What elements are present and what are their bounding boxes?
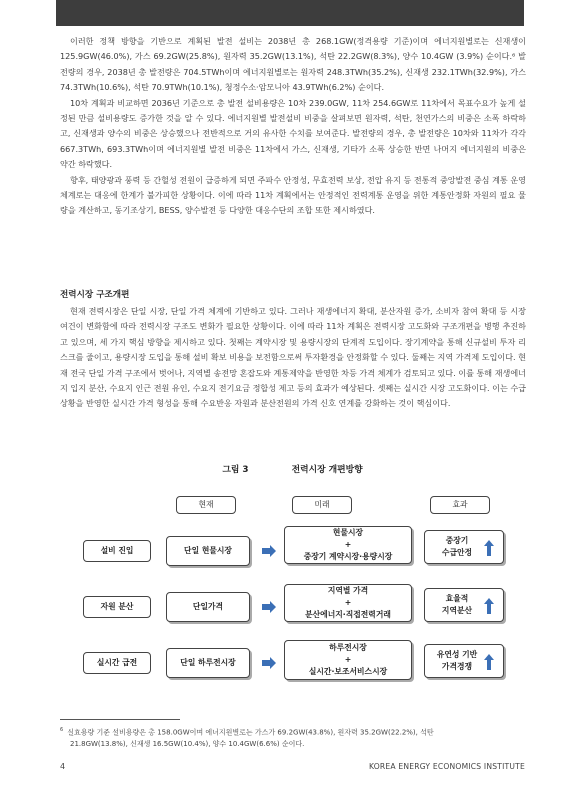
page-number: 4 xyxy=(60,762,66,771)
up-arrow-icon xyxy=(484,540,494,556)
right-arrow-icon xyxy=(262,601,276,613)
effect-box-row1: 중장기 수급안정 xyxy=(424,530,504,564)
future-box-row2: 지역별 가격 + 분산에너지·직접전력거래 xyxy=(284,584,412,622)
header-current: 현재 xyxy=(176,496,236,514)
body-text-section xyxy=(60,304,526,412)
figure-title xyxy=(0,462,585,475)
paragraph: 향후, 태양광과 풍력 등 간헐성 전원이 급증하게 되면 주파수 안정성, 무효전력 보상, 전압 유지 등 전통적 중앙발전 중심 계통 운영체계로는 대응에 한계가 불가피한 상황이다. 이에 따라 11차 계획에서는 안정적인 전력계통 운영을 위한 계통안정화 자원의 필요 물량을 계산하고, 동기조상기, BESS, 양수발전 등 다양한 대응수단의 조합 또한 제시하였다. xyxy=(60,174,526,216)
top-header-bar xyxy=(56,0,524,26)
paragraph: 현재 전력시장은 단일 시장, 단일 가격 체계에 기반하고 있다. 그러나 재생에너지 확대, 분산자원 증가, 소비자 참여 확대 등 시장 여건이 변화함에 따라 전력시장 구조도 변화가 필요한 상황이다. 이에 따라 11차 계획은 전력시장 고도화와 구조개편을 병행 추진하고 있으며, 세 가지 핵심 방향을 제시하고 있다. 첫째는 계약시장 및 용량시장의 단계적 도입이다. 장기계약을 통해 신규설비 투자 리스크를 줄이고, 용량시장 도입을 통해 설비 확보 비용을 보전함으로써 투자환경을 안정화할 수 있다. 둘째는 지역 가격제 도입이다. 현재 전국 단일 가격 구조에서 벗어나, 지역별 송전망 혼잡도와 계통제약을 반영한 차등 가격 체계가 검토되고 있다. 이를 통해 재생에너지 입지 분산, 수요지 인근 전원 유인, 수요지 전기요금 정합성 제고 등의 효과가 예상된다. 셋째는 실시간 시장 고도화이다. 이는 수급 상황을 반영한 실시간 가격 형성을 통해 수요반응 자원과 분산전원의 가격 신호 연계를 강화하는 것이 핵심이다. xyxy=(60,306,527,409)
up-arrow-icon xyxy=(484,654,494,670)
effect-box-row2: 효율적 지역분산 xyxy=(424,588,504,622)
header-effect: 효과 xyxy=(430,496,490,514)
footnote-divider xyxy=(60,719,180,720)
paragraph: 10차 계획과 비교하면 2036년 기준으로 총 발전 설비용량은 10차 239.0GW, 11차 254.6GW로 11차에서 목표수요가 높게 설정된 만큼 설비용량도 증가한 것을 알 수 있다. 에너지원별 발전설비 비중을 살펴보면 원자력, 석탄, 천연가스의 비중은 소폭 하락하고, 신재생과 양수의 비중은 상승했으나 전반적으로 거의 유사한 수치를 보여준다. 발전량의 경우, 총 발전량은 10차와 11차가 각각 667.3TWh, 693.3TWh이며 에너지원별 발전 비중은 11차에서 가스, 신재생, 기타가 소폭 상승한 반면 나머지 에너지원의 비중은 약간 하락했다. xyxy=(60,97,526,170)
current-box-row3: 단일 하루전시장 xyxy=(166,648,250,678)
right-arrow-icon xyxy=(262,657,276,669)
footnote xyxy=(60,724,526,750)
footnote-text: 실효용량 기준 설비용량은 총 158.0GW이며 에너지원별로는 가스가 69.2GW(43.8%), 원자력 35.2GW(22.2%), 석탄 xyxy=(67,728,434,737)
body-text-top xyxy=(60,34,526,219)
paragraph: 이러한 정책 방향을 기반으로 계획된 발전 설비는 2038년 총 268.1GW(정격용량 기준)이며 에너지원별로는 신재생이 125.9GW(46.0%), 가스 69.2GW(25.8%), 원자력 35.2GW(13.1%), 석탄 22.2GW(8.3%), 양수 10.4GW (3.9%) 순이다.⁶ 발전량의 경우, 2038년 총 발전량은 704.5TWh이며 에너지원별로는 원자력 248.3TWh(35.2%), 신재생 232.1TWh(32.9%), 가스 74.3TWh(10.6%), 석탄 70.9TWh(10.1%), 청정수소·암모니아 43.9TWh(6.2%) 순이다. xyxy=(60,36,526,93)
footnote-text-continued: 21.8GW(13.8%), 신재생 16.5GW(10.4%), 양수 10.4GW(6.6%) 순이다. xyxy=(70,740,305,749)
future-box-row1: 현물시장 + 중장기 계약시장·용량시장 xyxy=(284,526,412,564)
row-label-resource-distribution: 자원 분산 xyxy=(83,596,151,618)
future-box-row3: 하루전시장 + 실시간·보조서비스시장 xyxy=(284,640,412,680)
footnote-mark: 6 xyxy=(60,727,64,733)
row-label-realtime-dispatch: 실시간 급전 xyxy=(83,652,151,674)
row-label-facility-entry: 설비 진입 xyxy=(83,540,151,562)
current-box-row1: 단일 현물시장 xyxy=(166,536,250,566)
up-arrow-icon xyxy=(484,598,494,614)
institute-name: KOREA ENERGY ECONOMICS INSTITUTE xyxy=(368,762,525,771)
header-future: 미래 xyxy=(292,496,352,514)
effect-box-row3: 유연성 기반 가격경쟁 xyxy=(424,644,504,678)
figure-caption: 전력시장 개편방향 xyxy=(291,465,363,475)
current-box-row2: 단일가격 xyxy=(166,592,250,622)
figure-number: 그림 3 xyxy=(222,465,249,475)
section-title: 전력시장 구조개편 xyxy=(60,290,130,300)
right-arrow-icon xyxy=(262,545,276,557)
